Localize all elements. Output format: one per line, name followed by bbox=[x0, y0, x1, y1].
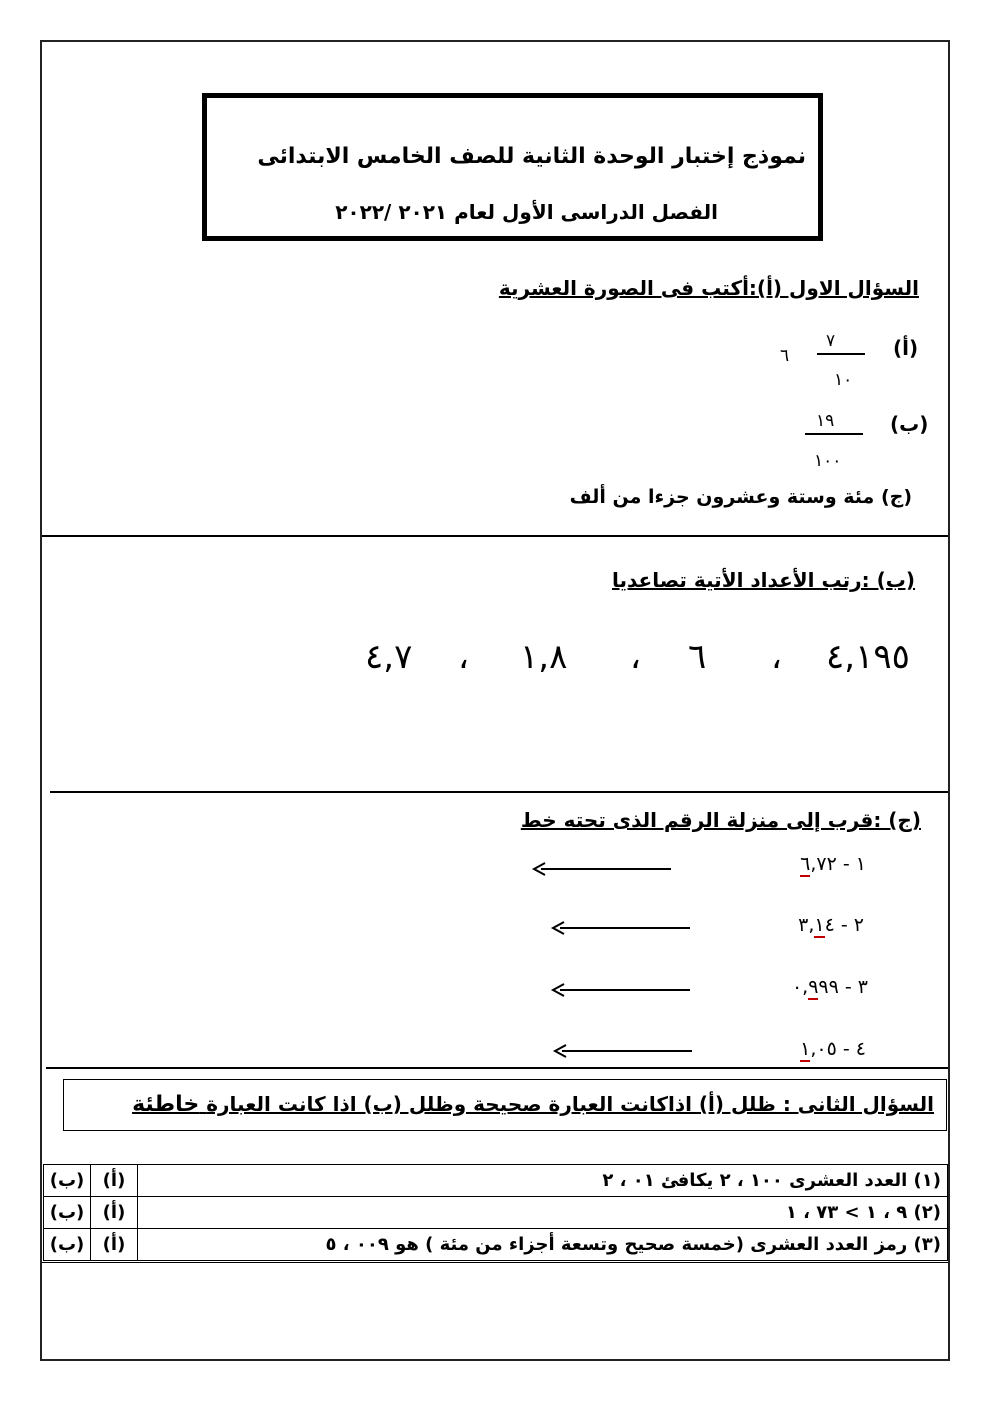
round-item-1 bbox=[800, 853, 866, 875]
option-b[interactable]: (ب) bbox=[44, 1165, 91, 1197]
statement-1: (١) العدد العشرى ١٠٠ ، ٢ يكافئ ٠١ ، ٢ bbox=[138, 1165, 948, 1197]
q1a-item-a-numerator: ٧ bbox=[826, 331, 836, 351]
order-separator-1: ، bbox=[771, 637, 782, 677]
round-item-3-index: ٣ - bbox=[844, 976, 868, 998]
option-b[interactable]: (ب) bbox=[44, 1197, 91, 1229]
round-item-4-index: ٤ - bbox=[842, 1038, 866, 1060]
section-divider-3 bbox=[46, 1067, 948, 1069]
section-divider-2 bbox=[50, 791, 948, 793]
round-item-1-after: ,٧٢ bbox=[810, 853, 837, 875]
order-number-2: ٦ bbox=[688, 637, 707, 677]
round-item-1-underlined-digit: ٦ bbox=[800, 853, 811, 875]
round-item-4 bbox=[800, 1038, 866, 1060]
order-number-4: ٤,٧ bbox=[365, 637, 413, 677]
exam-term: الفصل الدراسى الأول لعام ٢٠٢١ /٢٠٢٢ bbox=[335, 200, 718, 224]
q1a-item-a-fraction-bar bbox=[817, 353, 865, 355]
statement-3: (٣) رمز العدد العشرى (خمسة صحيح وتسعة أجزاء من مئة ) هو ٠٠٩ ، ٥ bbox=[138, 1229, 948, 1261]
option-a[interactable]: (أ) bbox=[91, 1197, 138, 1229]
arrow-left-icon bbox=[550, 983, 690, 997]
round-item-3-number bbox=[792, 976, 839, 998]
round-item-1-index: ١ - bbox=[842, 853, 866, 875]
round-item-3-before: ٠, bbox=[791, 976, 809, 998]
order-number-3: ١,٨ bbox=[520, 637, 568, 677]
q2-heading bbox=[132, 1092, 934, 1117]
q1a-item-a-whole: ٦ bbox=[780, 346, 790, 366]
round-item-4-after: ,٠٥ bbox=[810, 1038, 837, 1060]
option-a[interactable]: (أ) bbox=[91, 1229, 138, 1261]
q1a-item-c-label: (ج) bbox=[880, 486, 912, 508]
round-item-3 bbox=[792, 976, 868, 998]
round-item-2-number bbox=[798, 914, 835, 936]
q1a-item-b-numerator: ١٩ bbox=[816, 411, 835, 431]
q1a-item-a-denominator: ١٠ bbox=[834, 370, 853, 390]
table-row bbox=[44, 1165, 948, 1197]
round-item-1-number bbox=[800, 853, 837, 875]
option-a[interactable]: (أ) bbox=[91, 1165, 138, 1197]
round-item-2-before: ٣, bbox=[798, 914, 815, 936]
option-b[interactable]: (ب) bbox=[44, 1229, 91, 1261]
table-row bbox=[44, 1197, 948, 1229]
q1a-item-c bbox=[570, 486, 912, 508]
q2-heading-box bbox=[63, 1079, 947, 1131]
q2-heading-main: السؤال الثانى : ظلل (أ) اذاكانت العبارة صحيحة وظلل (ب) اذا كانت العبارة bbox=[206, 1092, 934, 1116]
q1a-item-b-denominator: ١٠٠ bbox=[814, 451, 842, 471]
q1a-heading: السؤال الاول (أ):أكتب فى الصورة العشرية bbox=[498, 276, 919, 300]
bottom-divider bbox=[42, 1262, 948, 1263]
order-separator-2: ، bbox=[630, 637, 641, 677]
round-item-4-number bbox=[800, 1038, 837, 1060]
exam-title: نموذج إختبار الوحدة الثانية للصف الخامس الابتدائى bbox=[257, 144, 806, 169]
section-divider-1 bbox=[42, 535, 948, 537]
q1c-heading: (ج) :قرب إلى منزلة الرقم الذى تحته خط bbox=[520, 808, 921, 832]
round-item-4-underlined-digit: ١ bbox=[800, 1038, 811, 1060]
q1a-item-b-label: (ب) bbox=[890, 412, 929, 436]
q1a-item-b-fraction-bar bbox=[805, 433, 863, 435]
q1b-heading: (ب) :رتب الأعداد الأتية تصاعديا bbox=[611, 568, 915, 592]
round-item-3-underlined-digit: ٩ bbox=[808, 976, 819, 998]
q2-heading-emphasis: خاطئة bbox=[132, 1092, 200, 1117]
statement-2: (٢) ٩ ، ١ > ٧٣ ، ١ bbox=[138, 1197, 948, 1229]
round-item-2 bbox=[798, 914, 864, 936]
arrow-left-icon bbox=[531, 862, 671, 876]
round-item-3-after: ٩٩ bbox=[818, 976, 839, 998]
true-false-table bbox=[43, 1164, 948, 1261]
q1a-item-a-label: (أ) bbox=[893, 336, 919, 360]
round-item-2-underlined-digit: ١ bbox=[814, 914, 825, 936]
q1a-item-c-text: مئة وستة وعشرون جزءا من ألف bbox=[569, 486, 875, 508]
order-separator-3: ، bbox=[458, 637, 469, 677]
arrow-left-icon bbox=[552, 1044, 692, 1058]
table-row bbox=[44, 1229, 948, 1261]
round-item-2-index: ٢ - bbox=[840, 914, 864, 936]
title-box bbox=[202, 93, 823, 241]
order-number-1: ٤,١٩٥ bbox=[826, 637, 910, 677]
round-item-2-after: ٤ bbox=[824, 914, 835, 936]
arrow-left-icon bbox=[550, 921, 690, 935]
